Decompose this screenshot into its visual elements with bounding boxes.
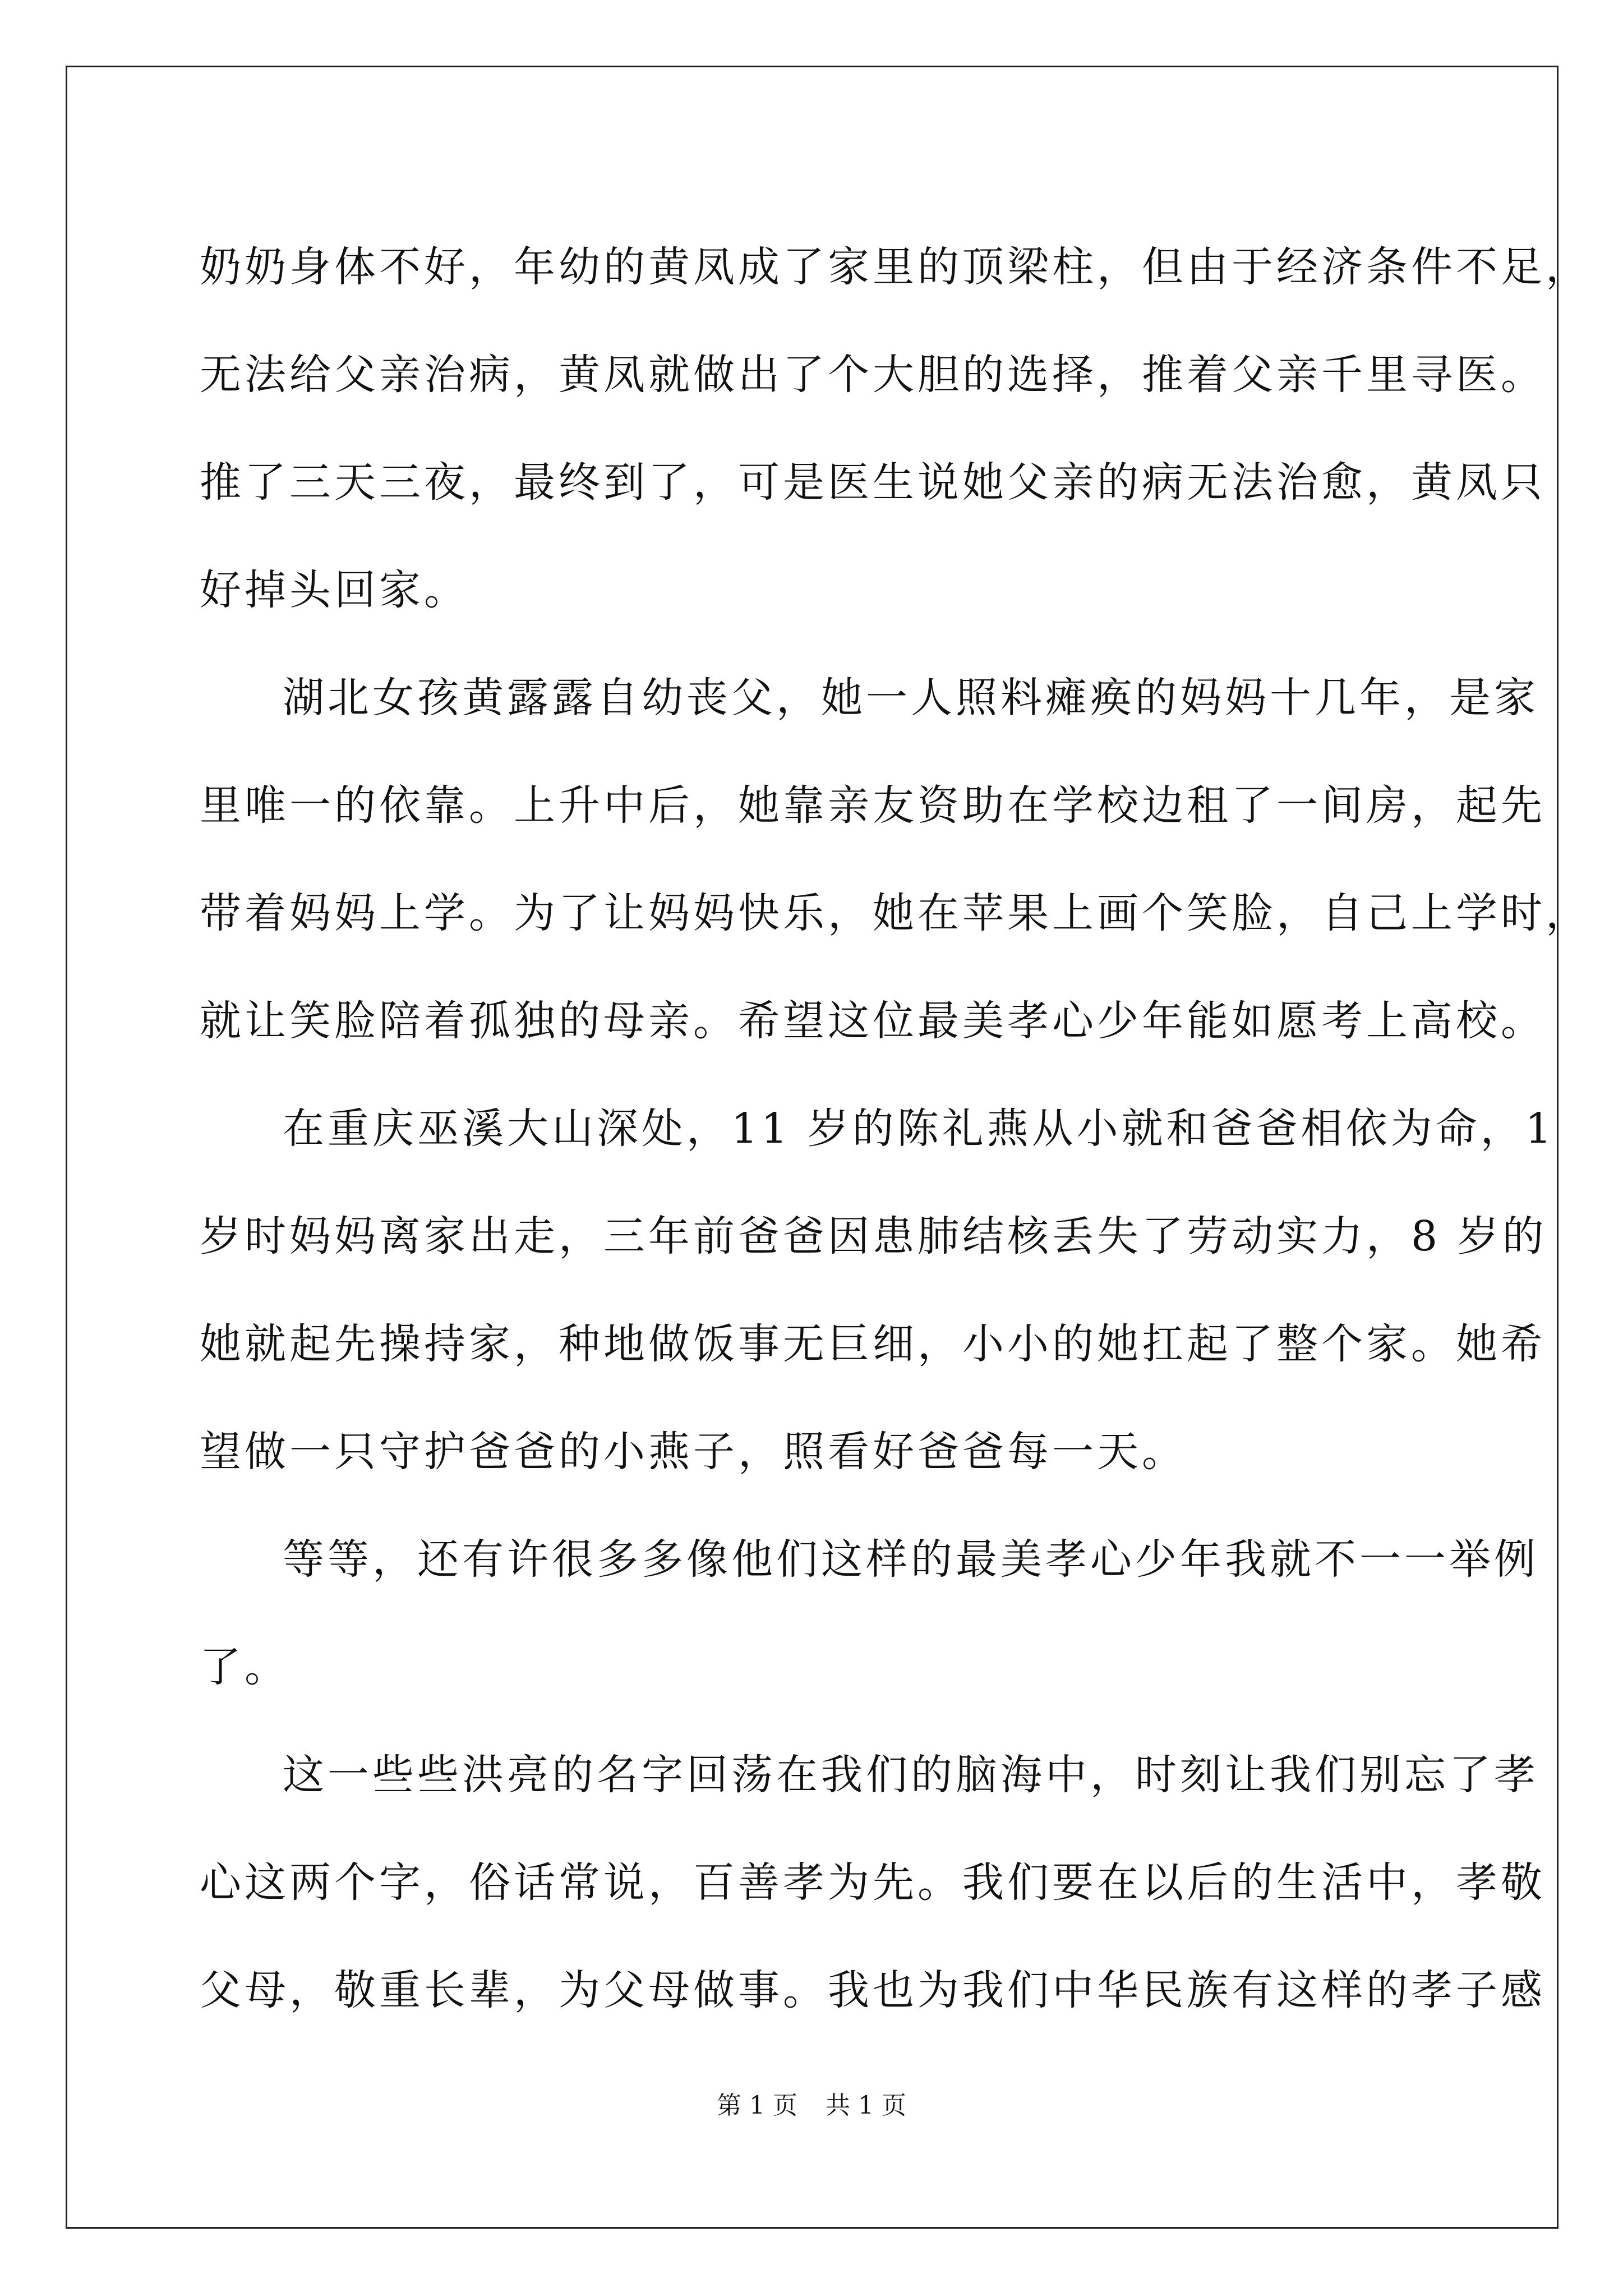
text-line: 父母，敬重长辈，为父母做事。我也为我们中华民族有这样的孝子感	[200, 1966, 1546, 2014]
document-body	[200, 213, 1590, 2044]
paragraph	[200, 213, 1590, 644]
paragraph	[200, 1075, 1555, 1506]
paragraph	[200, 1721, 1546, 2044]
page-total: 共 1 页	[826, 2091, 906, 2120]
page-footer	[0, 2089, 1623, 2123]
text-line: 了。	[200, 1643, 289, 1691]
text-line: 里唯一的依靠。上升中后，她靠亲友资助在学校边租了一间房，起先	[200, 781, 1546, 830]
text-line: 望做一只守护爸爸的小燕子，照看好爸爸每一天。	[200, 1428, 1187, 1476]
text-line: 奶奶身体不好，年幼的黄凤成了家里的顶梁柱，但由于经济条件不足，	[200, 243, 1590, 291]
text-line: 岁时妈妈离家出走，三年前爸爸因患肺结核丢失了劳动实力，8 岁的	[200, 1212, 1547, 1260]
text-line: 在重庆巫溪大山深处，11 岁的陈礼燕从小就和爸爸相依为命，1	[283, 1105, 1555, 1153]
paragraph	[200, 1506, 1539, 1721]
text-line: 这一些些洪亮的名字回荡在我们的脑海中，时刻让我们别忘了孝	[283, 1751, 1539, 1799]
text-line: 就让笑脸陪着孤独的母亲。希望这位最美孝心少年能如愿考上高校。	[200, 997, 1546, 1045]
text-line: 她就起先操持家，种地做饭事无巨细，小小的她扛起了整个家。她希	[200, 1320, 1546, 1368]
paragraph	[200, 644, 1590, 1075]
text-line: 等等，还有许很多多像他们这样的最美孝心少年我就不一一举例	[283, 1535, 1539, 1584]
text-line: 好掉头回家。	[200, 566, 469, 614]
text-line: 推了三天三夜，最终到了，可是医生说她父亲的病无法治愈，黄凤只	[200, 458, 1546, 507]
text-line: 无法给父亲治病，黄凤就做出了个大胆的选择，推着父亲千里寻医。	[200, 351, 1546, 399]
page-number: 第 1 页	[717, 2091, 797, 2120]
text-line: 带着妈妈上学。为了让妈妈快乐，她在苹果上画个笑脸，自己上学时，	[200, 889, 1590, 937]
text-line: 心这两个字，俗话常说，百善孝为先。我们要在以后的生活中，孝敬	[200, 1858, 1546, 1907]
text-line: 湖北女孩黄露露自幼丧父，她一人照料瘫痪的妈妈十几年，是家	[283, 674, 1539, 722]
